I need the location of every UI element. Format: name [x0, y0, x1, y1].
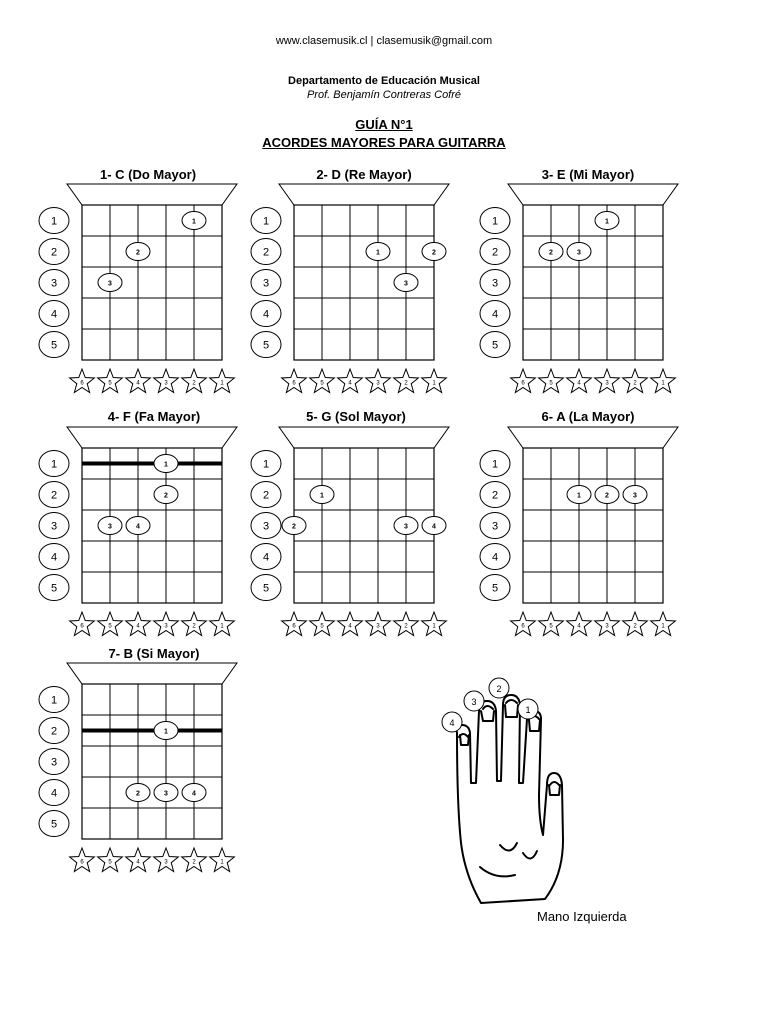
hand-finger-markers: [442, 678, 538, 732]
headstock: [508, 427, 678, 448]
guide-title: GUÍA N°1: [355, 117, 413, 132]
string-number-1: 1: [220, 859, 224, 866]
string-number-1: 1: [661, 380, 665, 387]
fret-number-3: 3: [491, 520, 499, 533]
string-number-2: 2: [633, 623, 637, 630]
professor-name: Prof. Benjamín Contreras Cofré: [306, 89, 462, 101]
fret-number-2: 2: [491, 489, 499, 502]
string-number-6: 6: [80, 623, 84, 630]
headstock: [67, 184, 237, 205]
string-number-6: 6: [292, 623, 296, 630]
finger-number: 4: [136, 523, 140, 531]
string-number-3: 3: [164, 380, 168, 387]
string-number-2: 2: [633, 380, 637, 387]
fret-number-2: 2: [50, 489, 58, 502]
string-number-5: 5: [108, 380, 112, 387]
finger-number: 2: [549, 249, 553, 257]
chord-diagram-f: [39, 427, 237, 636]
left-hand-illustration: [405, 675, 605, 910]
fret-number-3: 3: [491, 277, 499, 290]
fret-number-4: 4: [50, 787, 58, 800]
fret-number-4: 4: [262, 551, 270, 564]
string-number-5: 5: [549, 380, 553, 387]
chord-diagram-a: [480, 427, 678, 636]
string-number-3: 3: [164, 623, 168, 630]
fretboard: [523, 448, 663, 603]
fret-number-5: 5: [262, 339, 270, 352]
fret-number-3: 3: [262, 277, 270, 290]
fret-number-1: 1: [262, 215, 270, 228]
fret-number-1: 1: [50, 458, 58, 471]
string-number-6: 6: [521, 380, 525, 387]
finger-number: 4: [432, 523, 436, 531]
fret-number-1: 1: [491, 215, 499, 228]
string-number-5: 5: [549, 623, 553, 630]
fret-number-2: 2: [491, 246, 499, 259]
hand-finger-label-2: 2: [496, 684, 502, 694]
string-number-6: 6: [80, 380, 84, 387]
string-number-4: 4: [136, 623, 140, 630]
string-number-5: 5: [108, 859, 112, 866]
chord-title-f: 4- F (Fa Mayor): [107, 409, 201, 424]
finger-number: 1: [605, 218, 609, 226]
finger-number: 1: [164, 728, 168, 736]
fret-number-5: 5: [491, 582, 499, 595]
headstock: [508, 184, 678, 205]
finger-number: 4: [192, 790, 196, 798]
string-number-1: 1: [220, 380, 224, 387]
chord-title-c: 1- C (Do Mayor): [99, 167, 197, 182]
string-number-6: 6: [292, 380, 296, 387]
guide-subtitle: ACORDES MAYORES PARA GUITARRA: [262, 135, 506, 150]
fret-number-3: 3: [50, 520, 58, 533]
fret-number-5: 5: [50, 339, 58, 352]
chord-diagram-c: [39, 184, 237, 393]
fret-number-4: 4: [262, 308, 270, 321]
string-number-5: 5: [320, 380, 324, 387]
string-number-4: 4: [577, 380, 581, 387]
string-number-5: 5: [320, 623, 324, 630]
finger-number: 3: [108, 280, 112, 288]
string-number-3: 3: [605, 623, 609, 630]
string-number-5: 5: [108, 623, 112, 630]
fret-number-3: 3: [50, 756, 58, 769]
string-number-3: 3: [605, 380, 609, 387]
finger-number: 3: [577, 249, 581, 257]
fret-number-1: 1: [262, 458, 270, 471]
fret-number-5: 5: [491, 339, 499, 352]
string-number-2: 2: [192, 623, 196, 630]
fret-number-1: 1: [491, 458, 499, 471]
chord-diagram-d: [251, 184, 449, 393]
string-number-4: 4: [577, 623, 581, 630]
fret-number-3: 3: [50, 277, 58, 290]
finger-number: 2: [432, 249, 436, 257]
fret-number-2: 2: [50, 246, 58, 259]
string-number-1: 1: [432, 623, 436, 630]
chord-diagram-e: [480, 184, 678, 393]
string-number-6: 6: [521, 623, 525, 630]
chord-title-a: 6- A (La Mayor): [541, 409, 635, 424]
fret-number-1: 1: [50, 694, 58, 707]
fret-number-4: 4: [491, 551, 499, 564]
hand-finger-label-1: 1: [525, 705, 531, 715]
fret-number-4: 4: [50, 551, 58, 564]
finger-number: 1: [192, 218, 196, 226]
string-number-3: 3: [376, 380, 380, 387]
fret-number-3: 3: [262, 520, 270, 533]
hand-finger-label-3: 3: [471, 697, 477, 707]
string-number-4: 4: [136, 859, 140, 866]
header-url-line: www.clasemusik.cl | clasemusik@gmail.com: [275, 35, 493, 47]
headstock: [279, 427, 449, 448]
string-number-2: 2: [192, 380, 196, 387]
fret-number-5: 5: [50, 818, 58, 831]
finger-number: 3: [164, 790, 168, 798]
fret-number-2: 2: [262, 489, 270, 502]
fret-number-1: 1: [50, 215, 58, 228]
string-number-1: 1: [661, 623, 665, 630]
fret-number-2: 2: [262, 246, 270, 259]
hand-finger-label-4: 4: [449, 718, 455, 728]
finger-number: 2: [136, 249, 140, 257]
headstock: [67, 427, 237, 448]
finger-number: 3: [404, 280, 408, 288]
chord-title-g: 5- G (Sol Mayor): [306, 409, 406, 424]
finger-number: 2: [292, 523, 296, 531]
finger-number: 2: [164, 492, 168, 500]
fret-number-4: 4: [50, 308, 58, 321]
headstock: [279, 184, 449, 205]
chord-title-d: 2- D (Re Mayor): [316, 167, 412, 182]
string-number-3: 3: [376, 623, 380, 630]
fretboard: [523, 205, 663, 360]
string-number-1: 1: [432, 380, 436, 387]
string-number-1: 1: [220, 623, 224, 630]
finger-number: 3: [404, 523, 408, 531]
string-number-3: 3: [164, 859, 168, 866]
fret-number-2: 2: [50, 725, 58, 738]
finger-number: 1: [577, 492, 581, 500]
chord-title-b: 7- B (Si Mayor): [108, 646, 200, 661]
finger-number: 2: [136, 790, 140, 798]
fret-number-5: 5: [262, 582, 270, 595]
string-number-2: 2: [404, 623, 408, 630]
department-name: Departamento de Educación Musical: [288, 75, 480, 87]
hand-caption: Mano Izquierda: [537, 909, 627, 924]
string-number-2: 2: [404, 380, 408, 387]
finger-number: 1: [164, 461, 168, 469]
finger-number: 2: [605, 492, 609, 500]
finger-number: 1: [376, 249, 380, 257]
string-number-2: 2: [192, 859, 196, 866]
string-number-4: 4: [348, 623, 352, 630]
string-number-6: 6: [80, 859, 84, 866]
string-number-4: 4: [136, 380, 140, 387]
headstock: [67, 663, 237, 684]
fret-number-5: 5: [50, 582, 58, 595]
fretboard: [82, 684, 222, 839]
finger-number: 1: [320, 492, 324, 500]
hand-outline: [457, 695, 563, 903]
string-number-4: 4: [348, 380, 352, 387]
chord-diagram-b: [39, 663, 237, 872]
chord-title-e: 3- E (Mi Mayor): [541, 167, 635, 182]
chord-diagram-g: [251, 427, 449, 636]
fret-number-4: 4: [491, 308, 499, 321]
finger-number: 3: [108, 523, 112, 531]
finger-number: 3: [633, 492, 637, 500]
